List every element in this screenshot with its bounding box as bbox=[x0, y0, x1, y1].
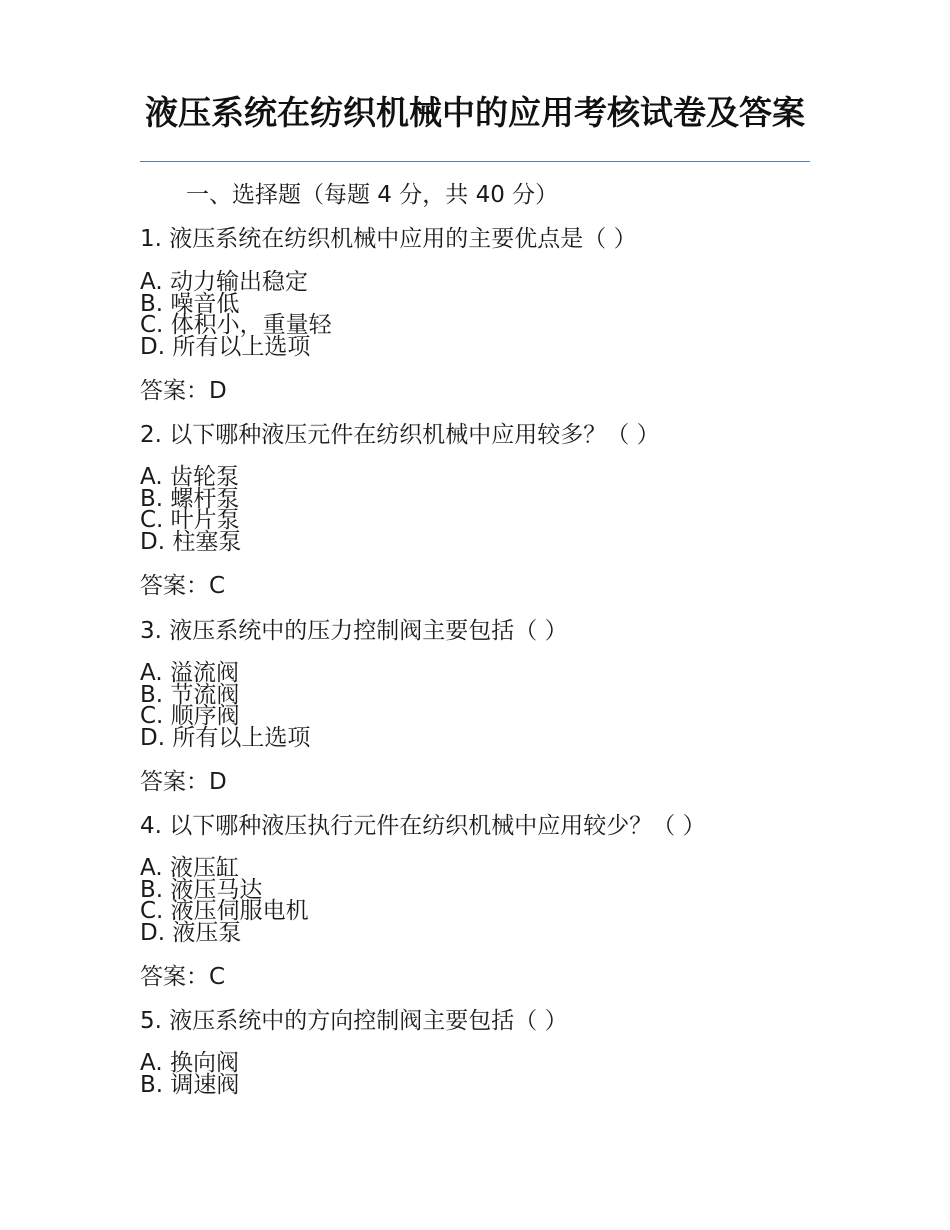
question-4 bbox=[140, 811, 706, 841]
question-3 bbox=[140, 616, 568, 646]
question-2 bbox=[140, 420, 660, 450]
option-c: C. 叶片泵 bbox=[140, 507, 240, 533]
option-b: B. 调速阀 bbox=[140, 1071, 240, 1098]
option-c: C. 体积小，重量轻 bbox=[140, 312, 332, 338]
option-d: D. 液压泵 bbox=[140, 919, 242, 946]
title-underline bbox=[140, 161, 810, 162]
option-b: B. 节流阀 bbox=[140, 681, 240, 708]
option-b: B. 螺杆泵 bbox=[140, 485, 240, 512]
question-1-answer: 答案：D bbox=[140, 378, 227, 404]
option-a: A. 齿轮泵 bbox=[140, 464, 239, 490]
option-b: B. 噪音低 bbox=[140, 290, 240, 317]
question-1-options bbox=[140, 269, 332, 360]
question-2-options bbox=[140, 464, 242, 555]
option-a: A. 动力输出稳定 bbox=[140, 269, 308, 295]
question-3-options bbox=[140, 660, 311, 751]
question-4-answer: 答案：C bbox=[140, 964, 226, 990]
option-a: A. 换向阀 bbox=[140, 1050, 239, 1076]
question-5-options bbox=[140, 1050, 240, 1098]
option-c: C. 液压伺服电机 bbox=[140, 898, 309, 924]
option-d: D. 所有以上选项 bbox=[140, 333, 311, 360]
option-d: D. 所有以上选项 bbox=[140, 724, 311, 751]
question-stem: 5. 液压系统中的方向控制阀主要包括（ ） bbox=[140, 1008, 568, 1034]
question-2-answer: 答案：C bbox=[140, 573, 226, 599]
question-1 bbox=[140, 224, 637, 254]
question-4-options bbox=[140, 855, 309, 946]
question-stem: 4. 以下哪种液压执行元件在纺织机械中应用较少？（ ） bbox=[140, 813, 706, 839]
option-d: D. 柱塞泵 bbox=[140, 528, 242, 555]
question-stem: 3. 液压系统中的压力控制阀主要包括（ ） bbox=[140, 618, 568, 644]
question-3-answer: 答案：D bbox=[140, 769, 227, 795]
option-b: B. 液压马达 bbox=[140, 876, 263, 903]
question-stem: 2. 以下哪种液压元件在纺织机械中应用较多？（ ） bbox=[140, 422, 660, 448]
option-a: A. 液压缸 bbox=[140, 855, 239, 881]
option-c: C. 顺序阀 bbox=[140, 703, 240, 729]
document-title: 液压系统在纺织机械中的应用考核试卷及答案 bbox=[145, 93, 805, 132]
question-5 bbox=[140, 1006, 568, 1036]
section-heading: 一、选择题（每题 4 分，共 40 分） bbox=[186, 182, 559, 208]
question-stem: 1. 液压系统在纺织机械中应用的主要优点是（ ） bbox=[140, 226, 637, 252]
option-a: A. 溢流阀 bbox=[140, 660, 239, 686]
